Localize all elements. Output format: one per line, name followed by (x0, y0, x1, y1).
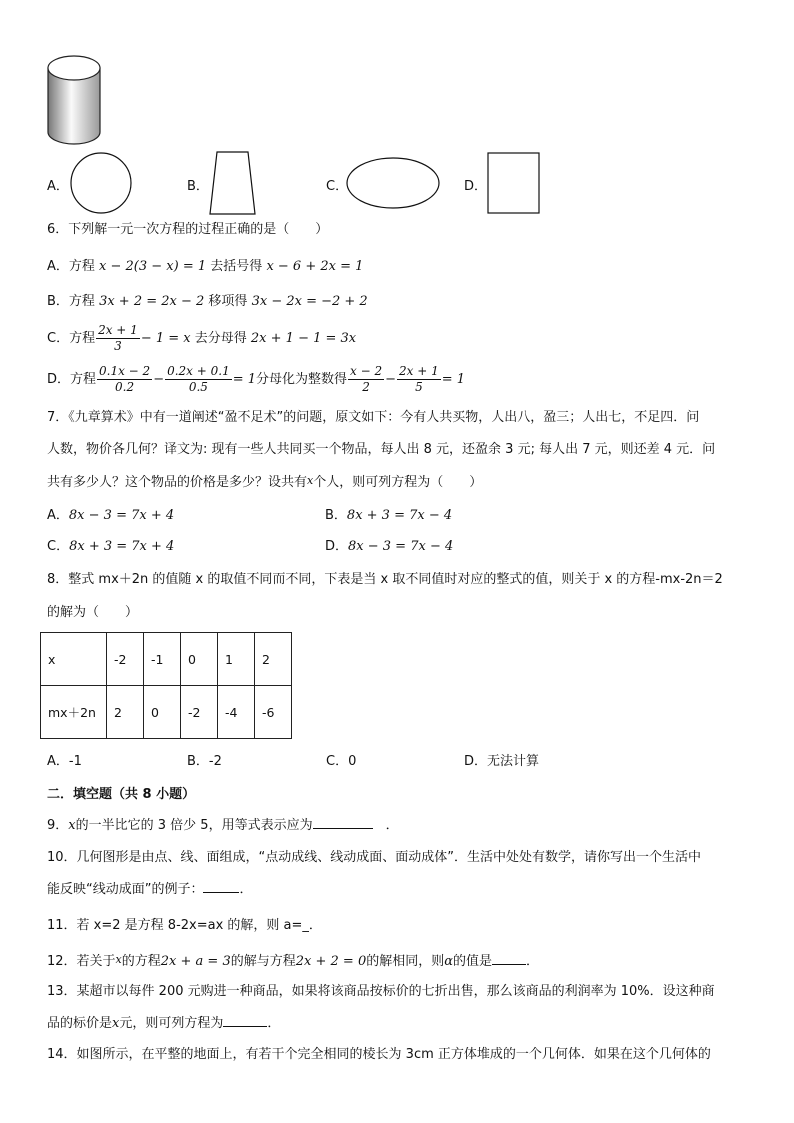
question-7-option-c: C．8x + 3 = 7x + 4 (47, 539, 175, 554)
question-12: 12．若关于x的方程2x + a = 3的解与方程2x + 2 = 0的解相同，则α的值是 ． (47, 953, 540, 969)
question-9: 9．x的一半比它的 3 倍少 5，用等式表示应为 ． (47, 818, 399, 833)
answer-blank[interactable] (492, 964, 526, 965)
question-7-line-3: 共有多少人？这个物品的价格是多少？设共有x个人，则可列方程为（ ） (47, 474, 483, 490)
question-14-line-1: 14．如图所示，在平整的地面上，有若干个完全相同的棱长为 3cm 正方体堆成的一个几何体．如果在这个几何体的 (47, 1047, 711, 1062)
value-table (40, 632, 292, 739)
question-8-option-d: D．无法计算 (464, 754, 540, 769)
section-heading: 二．填空题（共 8 小题） (47, 787, 196, 802)
figure-option-d-label: D． (464, 179, 488, 194)
question-7-line-2: 人数，物价各几何？译文为: 现有一些人共同买一个物品，每人出 8 元，还盈余 3 元; 每人出 7 元，则还差 4 元．问 (47, 442, 716, 457)
table-row (41, 686, 292, 739)
question-8-option-c: C．0 (326, 754, 357, 769)
circle-figure (68, 151, 134, 215)
question-7-option-d: D．8x − 3 = 7x − 4 (325, 539, 454, 554)
question-8-line-1: 8．整式 mx＋2n 的值随 x 的取值不同而不同，下表是当 x 取不同值时对应的整式的值，则关于 x 的方程-mx-2n＝2 (47, 572, 723, 587)
question-8-line-2: 的解为（ ） (47, 605, 139, 620)
figure-option-a-label: A． (47, 179, 69, 194)
question-6-option-b: B．方程 3x + 2 = 2x − 2 移项得 3x − 2x = −2 + 2 (47, 294, 368, 309)
answer-blank[interactable] (223, 1026, 267, 1027)
question-13-line-2: 品的标价是x元，则可列方程为 ． (47, 1016, 281, 1031)
answer-blank[interactable] (203, 892, 239, 893)
question-13-line-1: 13．某超市以每件 200 元购进一种商品，如果将该商品按标价的七折出售，那么该商品的利润率为 10%．设这种商 (47, 984, 715, 999)
ellipse-figure (344, 155, 442, 211)
figure-option-b-label: B． (187, 179, 209, 194)
question-6-option-c: C．方程 $\frac{2x + 1}{3}$ − 1 = x 去分母得 2x + 1 − 1 = 3x (47, 323, 357, 353)
question-6-option-d: D．方程 $\frac{0.1x - 2}{0.2}$ − $\frac{0.2x + 0.1}{0.5}$ = 1分母化为整数得 $\frac{x - 2}{2}$ − $\frac{2x + 1}{5}$ = 1 (47, 364, 466, 394)
table-cell: 1 (218, 633, 255, 686)
table-cell: -2 (181, 686, 218, 739)
cylinder-figure (44, 52, 104, 148)
table-cell: x (41, 633, 107, 686)
rectangle-figure (486, 151, 542, 215)
table-cell: 0 (181, 633, 218, 686)
figure-option-c-label: C． (326, 179, 349, 194)
table-cell: 0 (144, 686, 181, 739)
question-8-option-b: B．-2 (187, 754, 222, 769)
trapezoid-figure (208, 150, 258, 216)
question-7-option-a: A．8x − 3 = 7x + 4 (47, 508, 175, 523)
table-cell: 2 (107, 686, 144, 739)
question-10-line-2: 能反映“线动成面”的例子： ． (47, 882, 253, 897)
table-cell: -1 (144, 633, 181, 686)
table-cell: -2 (107, 633, 144, 686)
table-cell: 2 (255, 633, 292, 686)
question-10-line-1: 10．几何图形是由点、线、面组成，“点动成线、线动成面、面动成体”．生活中处处有数学，请你写出一个生活中 (47, 850, 702, 865)
answer-blank[interactable] (313, 828, 373, 829)
question-7-line-1: 7．《九章算术》中有一道阐述“盈不足术”的问题，原文如下：今有人共买物，人出八，盈三；人出七，不足四．问 (47, 410, 700, 425)
question-11: 11．若 x=2 是方程 8-2x=ax 的解，则 a=_． (47, 918, 322, 933)
question-6-option-a: A．方程 x − 2(3 − x) = 1 去括号得 x − 6 + 2x = 1 (47, 259, 364, 274)
table-cell: -4 (218, 686, 255, 739)
question-7-option-b: B．8x + 3 = 7x − 4 (325, 508, 453, 523)
question-6-stem: 6．下列解一元一次方程的过程正确的是（ ） (47, 222, 329, 237)
question-8-option-a: A．-1 (47, 754, 82, 769)
table-cell: mx＋2n (41, 686, 107, 739)
table-row (41, 633, 292, 686)
table-cell: -6 (255, 686, 292, 739)
